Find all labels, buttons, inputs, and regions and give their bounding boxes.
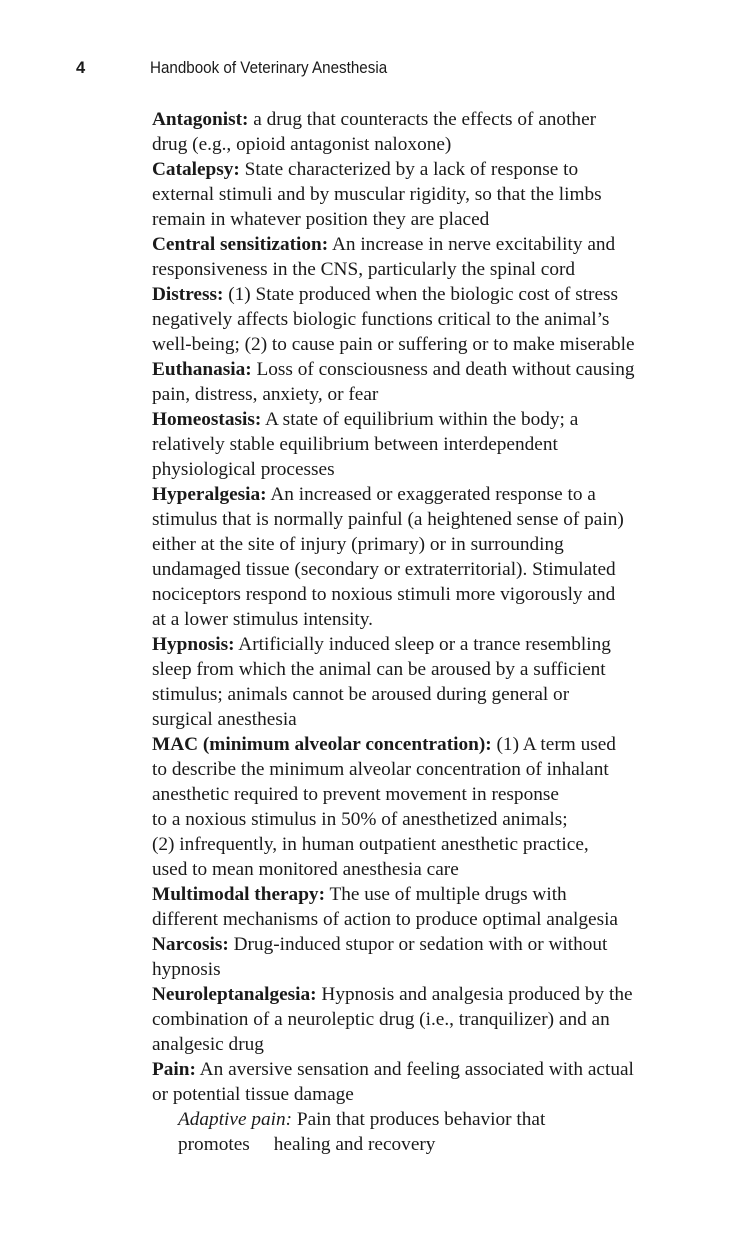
glossary-entry — [152, 407, 682, 482]
entry-line — [152, 882, 682, 907]
definition-text: analgesic drug — [152, 1034, 264, 1055]
definition-text: different mechanisms of action to produce optimal analgesia — [152, 909, 618, 930]
definition-text: surgical anesthesia — [152, 709, 297, 730]
entry-line — [152, 282, 682, 307]
book-title: Handbook of Veterinary Anesthesia — [150, 59, 388, 77]
definition-text: either at the site of injury (primary) or in surrounding — [152, 534, 564, 555]
glossary-entry — [152, 282, 682, 357]
definition-text: responsiveness in the CNS, particularly the spinal cord — [152, 259, 576, 280]
definition-text: used to mean monitored anesthesia care — [152, 859, 459, 880]
glossary-term: Distress: — [152, 284, 224, 305]
definition-text: stimulus that is normally painful (a heightened sense of pain) — [152, 509, 624, 530]
glossary-entry — [152, 882, 682, 932]
entry-line — [152, 407, 682, 432]
glossary-entries — [152, 107, 682, 1107]
definition-text: Artificially induced sleep or a trance resembling — [234, 634, 611, 655]
entry-line — [152, 132, 682, 157]
definition-text: drug (e.g., opioid antagonist naloxone) — [152, 134, 452, 155]
glossary-entry — [152, 482, 682, 632]
glossary-entry — [152, 982, 682, 1057]
running-head — [0, 56, 750, 80]
glossary-sub-entries — [152, 1107, 682, 1157]
definition-text: hypnosis — [152, 959, 221, 980]
definition-text: relatively stable equilibrium between interdependent — [152, 434, 558, 455]
glossary-sub-term: Adaptive pain: — [178, 1109, 293, 1130]
definition-text: An increase in nerve excitability and — [328, 234, 616, 255]
definition-text: nociceptors respond to noxious stimuli more vigorously and — [152, 584, 616, 605]
entry-line — [152, 907, 682, 932]
entry-line — [152, 382, 682, 407]
definition-text: combination of a neuroleptic drug (i.e., tranquilizer) and an — [152, 1009, 610, 1030]
entry-line — [152, 857, 682, 882]
glossary-term: Homeostasis: — [152, 409, 262, 430]
definition-text: Loss of consciousness and death without causing — [251, 359, 635, 380]
definition-text: undamaged tissue (secondary or extraterritorial). Stimulated — [152, 559, 616, 580]
glossary-entry — [152, 932, 682, 982]
definition-text: Drug-induced stupor or sedation with or without — [228, 934, 608, 955]
entry-line — [152, 257, 682, 282]
entry-line — [152, 682, 682, 707]
entry-line — [152, 207, 682, 232]
glossary-term: Narcosis: — [152, 934, 229, 955]
definition-text: stimulus; animals cannot be aroused during general or — [152, 684, 570, 705]
definition-text: An increased or exaggerated response to a — [266, 484, 596, 505]
glossary-term: Antagonist: — [152, 109, 249, 130]
glossary-term: Hypnosis: — [152, 634, 235, 655]
glossary-term: MAC (minimum alveolar concentration): — [152, 734, 492, 755]
definition-text: remain in whatever position they are placed — [152, 209, 490, 230]
definition-text: Pain that produces behavior that promotes — [178, 1109, 546, 1155]
entry-line — [152, 782, 682, 807]
entry-line — [152, 707, 682, 732]
glossary-term: Euthanasia: — [152, 359, 252, 380]
entry-line — [250, 1134, 436, 1155]
definition-text: (1) State produced when the biologic cost of stress — [223, 284, 619, 305]
definition-text: to a noxious stimulus in 50% of anesthetized animals; — [152, 809, 568, 830]
definition-text: a drug that counteracts the effects of another — [248, 109, 597, 130]
entry-line — [152, 757, 682, 782]
glossary-term: Catalepsy: — [152, 159, 240, 180]
entry-line — [152, 1007, 682, 1032]
definition-text: to describe the minimum alveolar concentration of inhalant — [152, 759, 609, 780]
definition-text: (1) A term used — [491, 734, 616, 755]
definition-text: (2) infrequently, in human outpatient anesthetic practice, — [152, 834, 589, 855]
glossary-entry — [152, 732, 682, 882]
entry-line — [152, 732, 682, 757]
glossary-term: Neuroleptanalgesia: — [152, 984, 317, 1005]
glossary-entry — [152, 232, 682, 282]
entry-line — [152, 982, 682, 1007]
definition-text: at a lower stimulus intensity. — [152, 609, 373, 630]
entry-line — [152, 532, 682, 557]
entry-line — [152, 957, 682, 982]
glossary-entry — [152, 632, 682, 732]
definition-text: well-being; (2) to cause pain or suffering or to make miserable — [152, 334, 635, 355]
definition-text: sleep from which the animal can be aroused by a sufficient — [152, 659, 606, 680]
entry-line — [152, 432, 682, 457]
definition-text: The use of multiple drugs with — [325, 884, 567, 905]
glossary-entry — [152, 107, 682, 157]
entry-line — [152, 607, 682, 632]
definition-text: A state of equilibrium within the body; a — [261, 409, 579, 430]
definition-text: anesthetic required to prevent movement in response — [152, 784, 559, 805]
entry-line — [152, 557, 682, 582]
definition-text: pain, distress, anxiety, or fear — [152, 384, 379, 405]
definition-text: external stimuli and by muscular rigidity, so that the limbs — [152, 184, 602, 205]
definition-text: or potential tissue damage — [152, 1084, 354, 1105]
entry-line — [152, 832, 682, 857]
entry-line — [152, 457, 682, 482]
glossary-term: Central sensitization: — [152, 234, 329, 255]
entry-line — [152, 307, 682, 332]
entry-line — [152, 657, 682, 682]
entry-line — [152, 582, 682, 607]
entry-line — [152, 1057, 682, 1082]
glossary-term: Multimodal therapy: — [152, 884, 325, 905]
definition-text: negatively affects biologic functions critical to the animal’s — [152, 309, 610, 330]
entry-line — [152, 332, 682, 357]
glossary-entry — [152, 1057, 682, 1107]
entry-line — [152, 357, 682, 382]
entry-line — [152, 932, 682, 957]
glossary-term: Hyperalgesia: — [152, 484, 267, 505]
entry-line — [152, 632, 682, 657]
definition-text: An aversive sensation and feeling associated with actual — [195, 1059, 634, 1080]
entry-line — [152, 157, 682, 182]
entry-line — [152, 507, 682, 532]
definition-text: State characterized by a lack of response to — [239, 159, 579, 180]
entry-line — [152, 807, 682, 832]
definition-text: healing and recovery — [273, 1134, 436, 1155]
page-number: 4 — [76, 59, 86, 77]
definition-text: physiological processes — [152, 459, 335, 480]
entry-line — [152, 1032, 682, 1057]
glossary-entry — [152, 157, 682, 232]
glossary-sub-entry — [152, 1107, 682, 1157]
entry-line — [152, 107, 682, 132]
entry-line — [152, 182, 682, 207]
entry-line — [152, 1082, 682, 1107]
glossary-text — [152, 107, 682, 1157]
entry-line — [152, 482, 682, 507]
glossary-term: Pain: — [152, 1059, 196, 1080]
definition-text: Hypnosis and analgesia produced by the — [316, 984, 633, 1005]
entry-line — [152, 232, 682, 257]
glossary-entry — [152, 357, 682, 407]
